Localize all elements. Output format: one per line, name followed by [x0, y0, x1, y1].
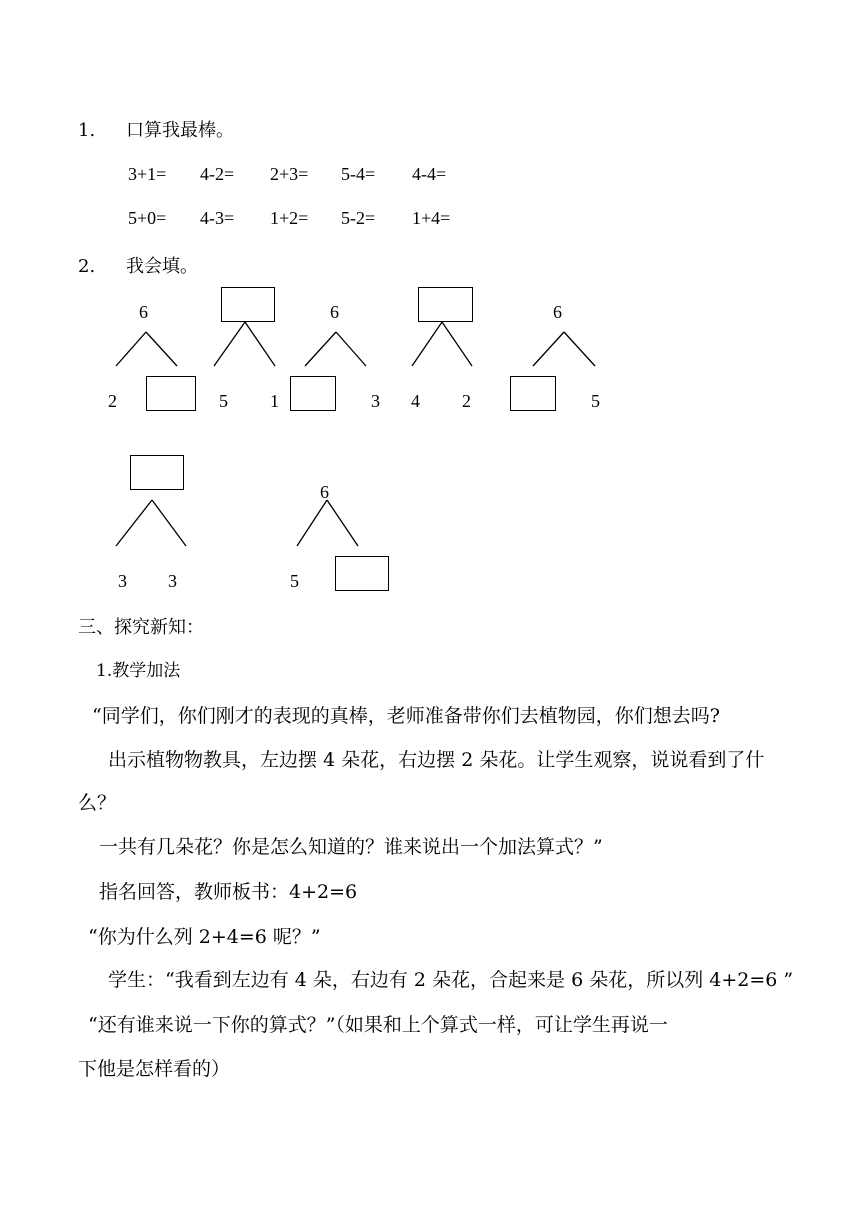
section1-number: 1.: [78, 120, 96, 141]
paragraph: “还有谁来说一下你的算式？”（如果和上个算式一样，可让学生再说一: [88, 1014, 668, 1036]
problem-item: 4-3=: [200, 208, 235, 228]
section2-title: 我会填。: [126, 256, 198, 277]
answer-box[interactable]: [221, 287, 275, 322]
problem-item: 5-2=: [341, 208, 376, 228]
answer-box[interactable]: [290, 376, 336, 411]
problem-item: 1+4=: [412, 208, 451, 228]
bond-right-number: 3: [371, 391, 380, 411]
answer-box[interactable]: [418, 287, 473, 322]
bond-left-number: 2: [108, 391, 117, 411]
paragraph: 指名回答，教师板书：4+2=6: [99, 881, 358, 903]
bond-left-number: 3: [118, 571, 127, 591]
bond-right-number: 5: [591, 391, 600, 411]
paragraph: 一共有几朵花？你是怎么知道的？谁来说出一个加法算式？”: [99, 836, 603, 858]
section2-number: 2.: [78, 256, 96, 277]
paragraph: “你为什么列 2+4=6 呢？”: [88, 926, 321, 948]
bond-top-number: 6: [139, 302, 148, 322]
bond-right-number: 1: [270, 391, 279, 411]
problem-item: 5+0=: [128, 208, 167, 228]
paragraph: “同学们，你们刚才的表现的真棒，老师准备带你们去植物园，你们想去吗?: [92, 705, 720, 727]
problem-item: 5-4=: [341, 164, 376, 184]
bond-left-number: 5: [290, 571, 299, 591]
problem-item: 4-4=: [412, 164, 447, 184]
problem-item: 1+2=: [270, 208, 309, 228]
problem-item: 3+1=: [128, 164, 167, 184]
paragraph: 下他是怎样看的）: [78, 1058, 231, 1080]
answer-box[interactable]: [335, 556, 389, 591]
paragraph: 么？: [78, 792, 117, 814]
problem-item: 4-2=: [200, 164, 235, 184]
answer-box[interactable]: [510, 376, 556, 411]
answer-box[interactable]: [130, 455, 184, 490]
problem-item: 2+3=: [270, 164, 309, 184]
answer-box[interactable]: [146, 376, 196, 411]
bond-top-number: 6: [320, 482, 329, 502]
bond-right-number: 3: [168, 571, 177, 591]
bond-right-number: 2: [462, 391, 471, 411]
section3-heading: 三、探究新知：: [78, 617, 204, 638]
paragraph: 出示植物物教具，左边摆 4 朵花，右边摆 2 朵花。让学生观察，说说看到了什: [108, 749, 765, 771]
section1-title: 口算我最棒。: [126, 120, 234, 141]
bond-left-number: 5: [219, 391, 228, 411]
bond-left-number: 4: [411, 391, 420, 411]
bond-top-number: 6: [330, 302, 339, 322]
section3-subheading: 1.教学加法: [96, 661, 181, 681]
paragraph: 学生：“我看到左边有 4 朵，右边有 2 朵花，合起来是 6 朵花，所以列 4+2=6 ”: [108, 969, 794, 991]
bond-top-number: 6: [553, 302, 562, 322]
